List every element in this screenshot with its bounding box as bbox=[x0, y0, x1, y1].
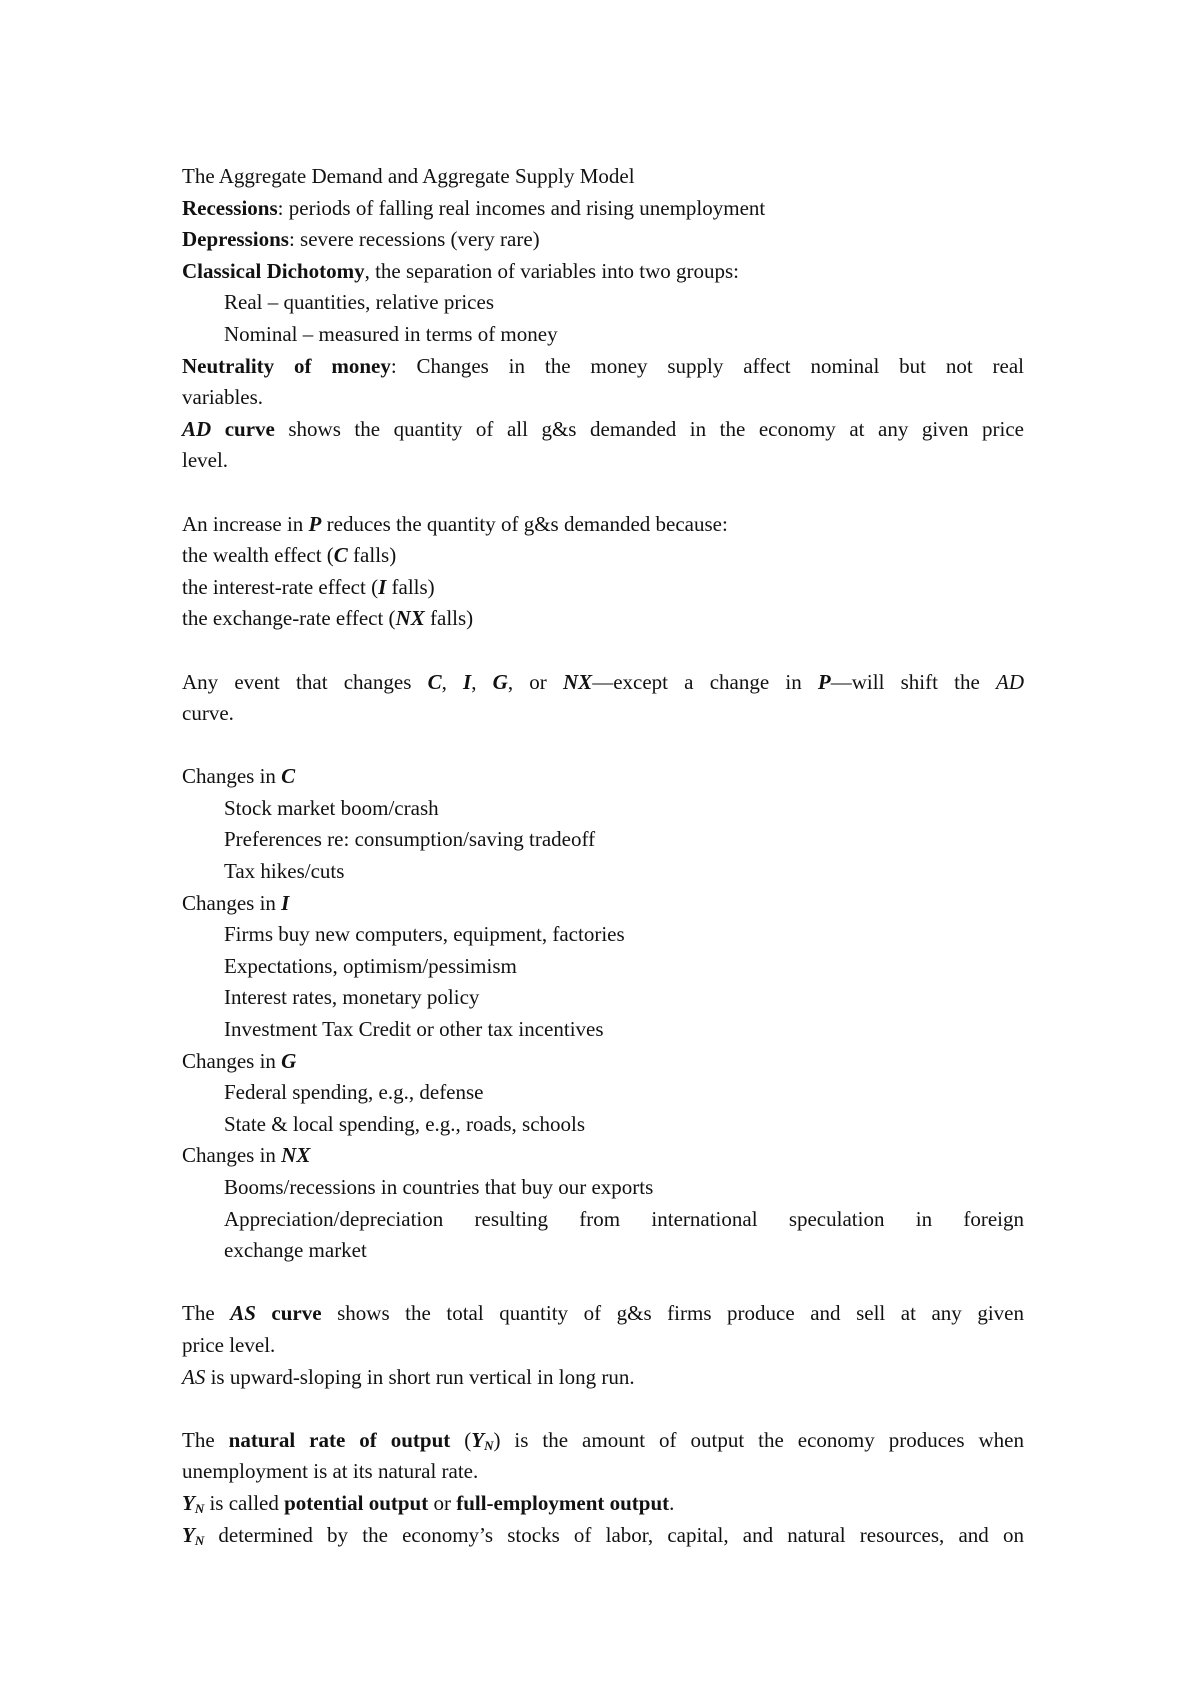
n-subscript: N bbox=[484, 1437, 494, 1453]
dichotomy-term: Classical Dichotomy bbox=[182, 258, 365, 283]
nx-symbol: NX bbox=[563, 669, 593, 694]
spacer bbox=[182, 730, 1024, 762]
natural-text-pre: The bbox=[182, 1427, 229, 1452]
as-slope-text: is upward-sloping in short run vertical in long run. bbox=[205, 1364, 635, 1389]
yn-symbol bbox=[182, 1523, 204, 1547]
depressions-term: Depressions bbox=[182, 227, 289, 252]
list-item: Interest rates, monetary policy bbox=[224, 985, 480, 1010]
ad-shift-statement-line1 bbox=[182, 667, 1024, 699]
changes-label: Changes in bbox=[182, 890, 282, 915]
recessions-term: Recessions bbox=[182, 195, 278, 220]
separator: , bbox=[471, 669, 493, 694]
wealth-effect bbox=[182, 540, 1024, 572]
as-symbol: AS bbox=[182, 1364, 206, 1389]
exchange-text-pre: the exchange-rate effect ( bbox=[182, 606, 396, 631]
interest-text-pre: the interest-rate effect ( bbox=[182, 574, 379, 599]
exchange-text-post: falls) bbox=[424, 606, 474, 631]
determined-text: determined by the economy’s stocks of labor, capital, and natural resources, and on bbox=[204, 1522, 1024, 1547]
neutrality-term: Neutrality of money bbox=[182, 353, 391, 378]
list-item: Federal spending, e.g., defense bbox=[224, 1080, 484, 1105]
period: . bbox=[669, 1490, 675, 1515]
potential-text-2: or bbox=[428, 1490, 457, 1515]
spacer bbox=[182, 477, 1024, 509]
i-symbol: I bbox=[378, 574, 387, 599]
recessions-text: : periods of falling real incomes and rising unemployment bbox=[277, 195, 766, 220]
spacer bbox=[182, 1393, 1024, 1425]
neutrality-definition-line2: variables. bbox=[182, 385, 264, 410]
spacer bbox=[182, 635, 1024, 667]
c-symbol: C bbox=[281, 764, 296, 789]
changes-in-g-heading bbox=[182, 1046, 1024, 1078]
spacer bbox=[182, 1267, 1024, 1299]
list-item: Stock market boom/crash bbox=[224, 795, 439, 820]
exchange-rate-effect bbox=[182, 603, 1024, 635]
list-item: Investment Tax Credit or other tax incentives bbox=[224, 1017, 604, 1042]
as-curve-term: curve bbox=[255, 1301, 322, 1326]
ad-symbol: AD bbox=[996, 669, 1024, 694]
c-symbol: C bbox=[427, 669, 442, 694]
as-curve-definition-line2: price level. bbox=[182, 1332, 276, 1357]
ad-curve-text: shows the quantity of all g&s demanded in the economy at any given price bbox=[274, 416, 1024, 441]
natural-rate-text: is the amount of output the economy produces when bbox=[500, 1427, 1025, 1452]
increase-text-pre: An increase in bbox=[182, 511, 309, 536]
p-symbol: P bbox=[817, 669, 831, 694]
wealth-text-post: falls) bbox=[347, 543, 397, 568]
potential-text-1: is called bbox=[204, 1490, 285, 1515]
ad-curve-definition-line2: level. bbox=[182, 448, 229, 473]
c-symbol: C bbox=[333, 543, 348, 568]
neutrality-text: : Changes in the money supply affect nominal but not real bbox=[390, 353, 1024, 378]
document-title: The Aggregate Demand and Aggregate Supply Model bbox=[182, 164, 635, 188]
nominal-item: Nominal – measured in terms of money bbox=[224, 321, 558, 346]
y-letter: Y bbox=[182, 1490, 195, 1515]
yn-symbol bbox=[182, 1491, 204, 1515]
determined-statement bbox=[182, 1520, 1024, 1552]
list-item: Expectations, optimism/pessimism bbox=[224, 953, 517, 978]
yn-symbol bbox=[471, 1428, 493, 1452]
ad-shift-statement-line2: curve. bbox=[182, 701, 234, 726]
any-event-text-2: —except a change in bbox=[592, 669, 818, 694]
wealth-text-pre: the wealth effect ( bbox=[182, 543, 334, 568]
full-employment-term: full-employment output bbox=[456, 1490, 670, 1515]
list-item: State & local spending, e.g., roads, schools bbox=[224, 1111, 586, 1136]
dichotomy-definition bbox=[182, 256, 1024, 288]
interest-text-post: falls) bbox=[386, 574, 435, 599]
natural-rate-term: natural rate of output bbox=[228, 1427, 451, 1452]
as-symbol: AS bbox=[230, 1301, 256, 1326]
separator: , or bbox=[507, 669, 563, 694]
interest-rate-effect bbox=[182, 572, 1024, 604]
n-subscript: N bbox=[194, 1532, 205, 1548]
y-letter: Y bbox=[182, 1522, 195, 1547]
as-text-pre: The bbox=[182, 1301, 231, 1326]
real-item: Real – quantities, relative prices bbox=[224, 290, 494, 315]
any-event-text-3: —will shift the bbox=[830, 669, 996, 694]
nx-symbol: NX bbox=[281, 1143, 311, 1168]
as-slope-statement bbox=[182, 1362, 1024, 1394]
document-body bbox=[182, 161, 1024, 1551]
list-item-long-line2: exchange market bbox=[224, 1238, 367, 1263]
neutrality-definition-line1 bbox=[182, 351, 1024, 383]
ad-term: AD bbox=[182, 416, 212, 441]
changes-in-nx-heading bbox=[182, 1140, 1024, 1172]
dichotomy-text: , the separation of variables into two groups: bbox=[364, 258, 739, 283]
increase-text-post: reduces the quantity of g&s demanded because: bbox=[321, 511, 728, 536]
natural-rate-definition-line1 bbox=[182, 1425, 1024, 1457]
list-item: Tax hikes/cuts bbox=[224, 859, 345, 884]
nx-symbol: NX bbox=[395, 606, 425, 631]
i-symbol: I bbox=[281, 890, 290, 915]
changes-label: Changes in bbox=[182, 1048, 282, 1073]
separator: , bbox=[441, 669, 464, 694]
as-curve-definition-line1 bbox=[182, 1298, 1024, 1330]
i-symbol: I bbox=[463, 669, 472, 694]
natural-rate-definition-line2: unemployment is at its natural rate. bbox=[182, 1459, 479, 1484]
y-letter: Y bbox=[471, 1427, 485, 1452]
g-symbol: G bbox=[492, 669, 508, 694]
ad-curve-definition-line1 bbox=[182, 414, 1024, 446]
depressions-text: : severe recessions (very rare) bbox=[288, 227, 540, 252]
list-item: Booms/recessions in countries that buy our exports bbox=[224, 1175, 654, 1199]
n-subscript: N bbox=[194, 1500, 205, 1516]
changes-label: Changes in bbox=[182, 764, 282, 789]
list-item-long-line1: Appreciation/depreciation resulting from international speculation in foreign bbox=[224, 1206, 1024, 1231]
g-symbol: G bbox=[281, 1048, 297, 1073]
paren-close: ) bbox=[493, 1427, 501, 1452]
list-item: Preferences re: consumption/saving tradeoff bbox=[224, 827, 596, 852]
changes-in-i-heading bbox=[182, 888, 1024, 920]
depressions-definition bbox=[182, 224, 1024, 256]
potential-output-statement bbox=[182, 1488, 1024, 1520]
p-symbol: P bbox=[308, 511, 322, 536]
list-item: Firms buy new computers, equipment, factories bbox=[224, 922, 625, 947]
ad-curve-term: curve bbox=[211, 416, 275, 441]
recessions-definition bbox=[182, 193, 1024, 225]
paren-open: ( bbox=[450, 1427, 472, 1452]
as-curve-text: shows the total quantity of g&s firms produce and sell at any given bbox=[321, 1301, 1024, 1326]
any-event-text-1: Any event that changes bbox=[182, 669, 428, 694]
price-increase-statement bbox=[182, 509, 1024, 541]
changes-label: Changes in bbox=[182, 1143, 282, 1168]
changes-in-c-heading bbox=[182, 761, 1024, 793]
potential-output-term: potential output bbox=[284, 1490, 429, 1515]
